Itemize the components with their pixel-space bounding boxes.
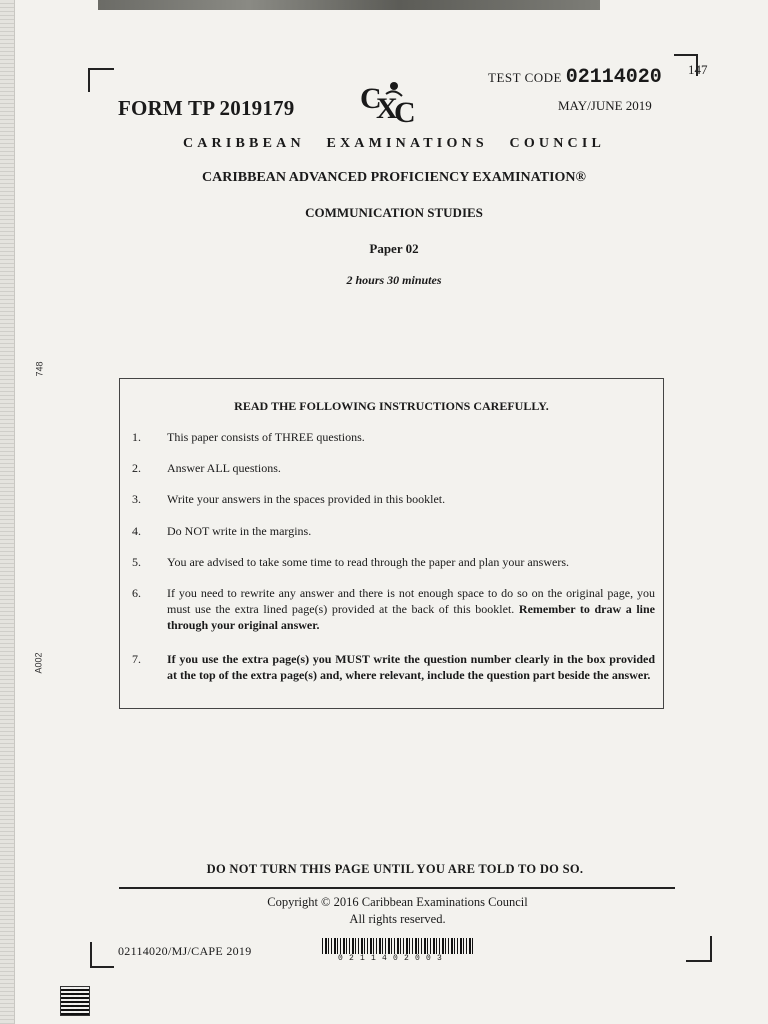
instruction-text: Do NOT write in the margins.: [167, 524, 312, 538]
exam-session: MAY/JUNE 2019: [558, 98, 652, 113]
test-code-label: TEST CODE: [488, 70, 562, 85]
council-title: CARIBBEAN EXAMINATIONS COUNCIL: [182, 136, 606, 151]
instructions-heading: READ THE FOLLOWING INSTRUCTIONS CAREFULLY.: [234, 399, 549, 413]
instruction-text-block: [167, 585, 655, 633]
top-scan-band: [98, 0, 600, 10]
instructions-box: [119, 378, 664, 709]
cxc-logo-icon: [356, 78, 422, 124]
subject-title: COMMUNICATION STUDIES: [305, 205, 483, 220]
paper-number: Paper 02: [369, 241, 419, 256]
barcode: [322, 938, 474, 954]
footer-rule: [119, 887, 675, 889]
form-tp-label: FORM TP 2019179: [118, 96, 295, 120]
qr-code-icon: [60, 986, 90, 1016]
corner-mark-bottom-right: [686, 936, 712, 962]
instruction-number: 5.: [132, 555, 141, 569]
rights-line: All rights reserved.: [349, 912, 446, 926]
barcode-digits: 0211402003: [338, 954, 449, 963]
instruction-text: Write your answers in the spaces provided in this booklet.: [167, 492, 446, 506]
side-label-upper: 748: [34, 361, 45, 377]
instruction-emphasis: Remember to draw a line through your original answer.: [167, 602, 656, 632]
instruction-number: 2.: [132, 461, 141, 475]
do-not-turn-notice: DO NOT TURN THIS PAGE UNTIL YOU ARE TOLD TO DO SO.: [206, 862, 584, 876]
exam-title: CARIBBEAN ADVANCED PROFICIENCY EXAMINATION®: [202, 170, 586, 185]
instruction-emphasis: If you use the extra page(s) you MUST write the question number clearly in the box provided at the top of the extra page(s) and, where relevant, include the question part beside the answer.: [167, 652, 655, 682]
instruction-text: You are advised to take some time to read through the paper and plan your answers.: [167, 555, 570, 569]
svg-text:C: C: [394, 96, 416, 124]
instruction-number: 7.: [132, 652, 141, 666]
corner-mark-bottom-left: [90, 942, 114, 968]
instruction-text: Answer ALL questions.: [167, 461, 281, 475]
copyright-block: [120, 894, 675, 928]
svg-text:C: C: [360, 82, 382, 115]
instruction-number: 1.: [132, 430, 141, 444]
left-scan-edge: [0, 0, 15, 1024]
test-code: [488, 66, 662, 89]
instruction-text: This paper consists of THREE questions.: [167, 430, 365, 444]
svg-text:X: X: [376, 92, 398, 124]
instruction-number: 4.: [132, 524, 141, 538]
footer-code: 02114020/MJ/CAPE 2019: [118, 944, 252, 958]
copyright-line: Copyright © 2016 Caribbean Examinations Council: [267, 895, 528, 909]
instruction-number: 6.: [132, 586, 141, 600]
exam-duration: 2 hours 30 minutes: [346, 273, 442, 287]
instruction-text: If you need to rewrite any answer and there is not enough space to do so on the original page, you must use the extra lined page(s) provided at the back of this booklet.: [167, 586, 655, 616]
side-label-lower: A002: [33, 652, 44, 674]
corner-mark-top-left: [88, 68, 114, 92]
page-mark: 147: [688, 62, 708, 77]
test-code-number: 02114020: [565, 66, 662, 89]
instruction-number: 3.: [132, 492, 141, 506]
